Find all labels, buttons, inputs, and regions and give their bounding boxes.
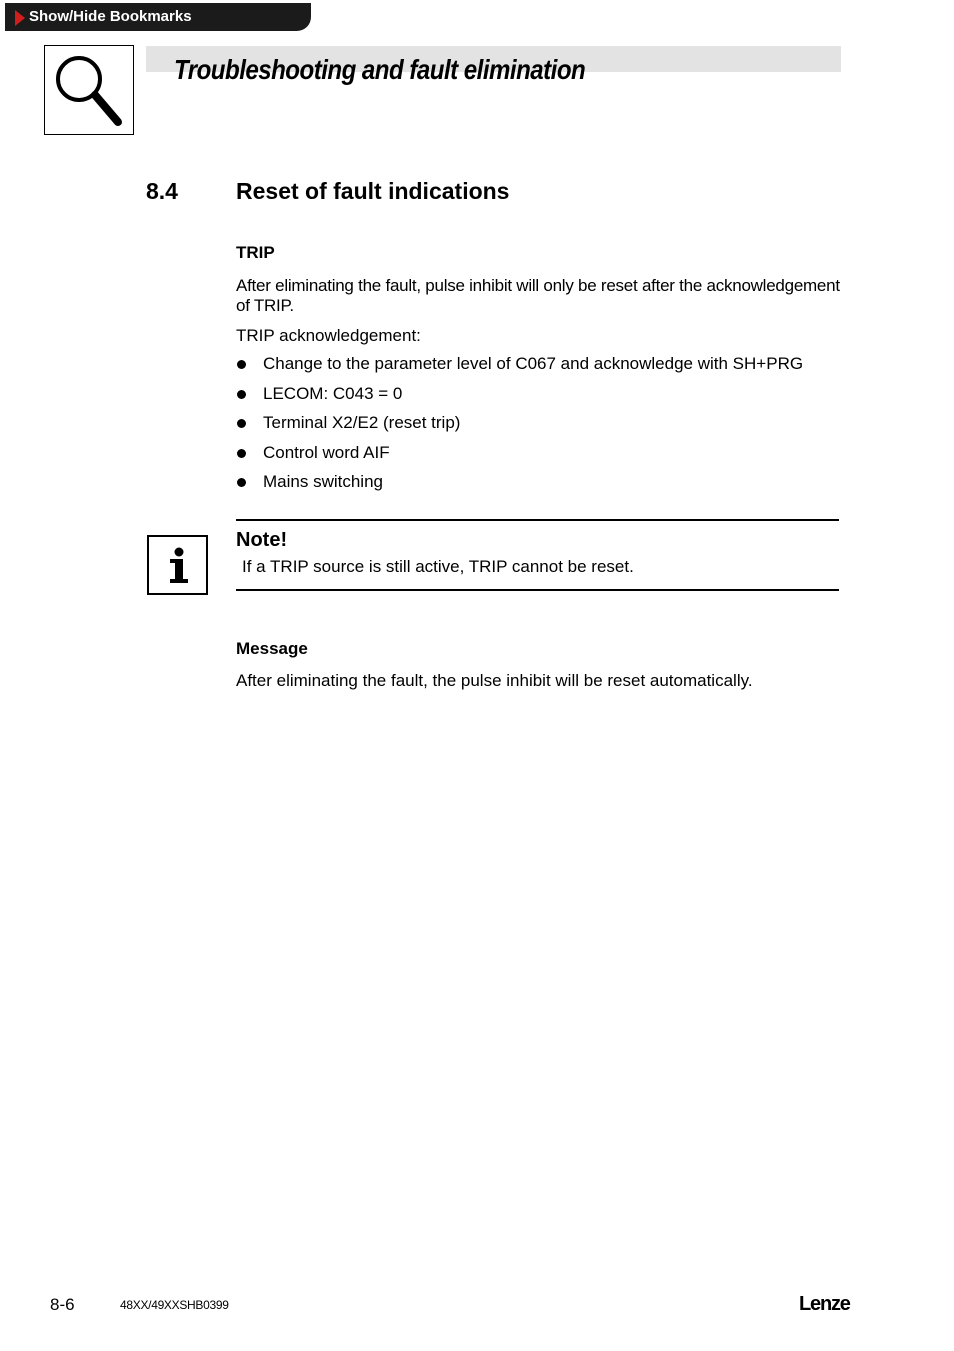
section-number: 8.4 [146, 178, 178, 204]
magnifier-icon [44, 45, 134, 135]
bullet-icon [237, 449, 246, 458]
trip-ack-label: TRIP acknowledgement: [236, 326, 421, 345]
info-icon [147, 535, 208, 595]
document-code: 48XX/49XXSHB0399 [120, 1298, 229, 1312]
play-arrow-icon [15, 10, 25, 26]
bullet-icon [237, 419, 246, 428]
note-top-rule [236, 519, 839, 521]
bullet-icon [237, 478, 246, 487]
trip-heading: TRIP [236, 243, 275, 262]
list-item: Mains switching [236, 472, 803, 502]
show-hide-bookmarks-button[interactable] [5, 3, 311, 31]
page-number: 8-6 [50, 1295, 75, 1314]
note-text: If a TRIP source is still active, TRIP cannot be reset. [242, 557, 634, 576]
list-item: LECOM: C043 = 0 [236, 384, 803, 414]
section-title: Reset of fault indications [236, 178, 510, 204]
lenze-logo: Lenze [799, 1293, 850, 1315]
message-heading: Message [236, 639, 308, 658]
note-bottom-rule [236, 589, 839, 591]
list-item: Terminal X2/E2 (reset trip) [236, 413, 803, 443]
list-item: Control word AIF [236, 443, 803, 473]
message-text: After eliminating the fault, the pulse inhibit will be reset automatically. [236, 671, 753, 690]
list-item: Change to the parameter level of C067 and acknowledge with SH+PRG [236, 354, 803, 384]
bookmarks-label: Show/Hide Bookmarks [29, 8, 192, 25]
trip-paragraph: After eliminating the fault, pulse inhibit will only be reset after the acknowledgement of TRIP. [236, 276, 840, 315]
bullet-icon [237, 360, 246, 369]
note-title: Note! [236, 529, 288, 551]
trip-ack-list [236, 354, 803, 502]
bullet-icon [237, 390, 246, 399]
chapter-title: Troubleshooting and fault elimination [174, 54, 586, 85]
